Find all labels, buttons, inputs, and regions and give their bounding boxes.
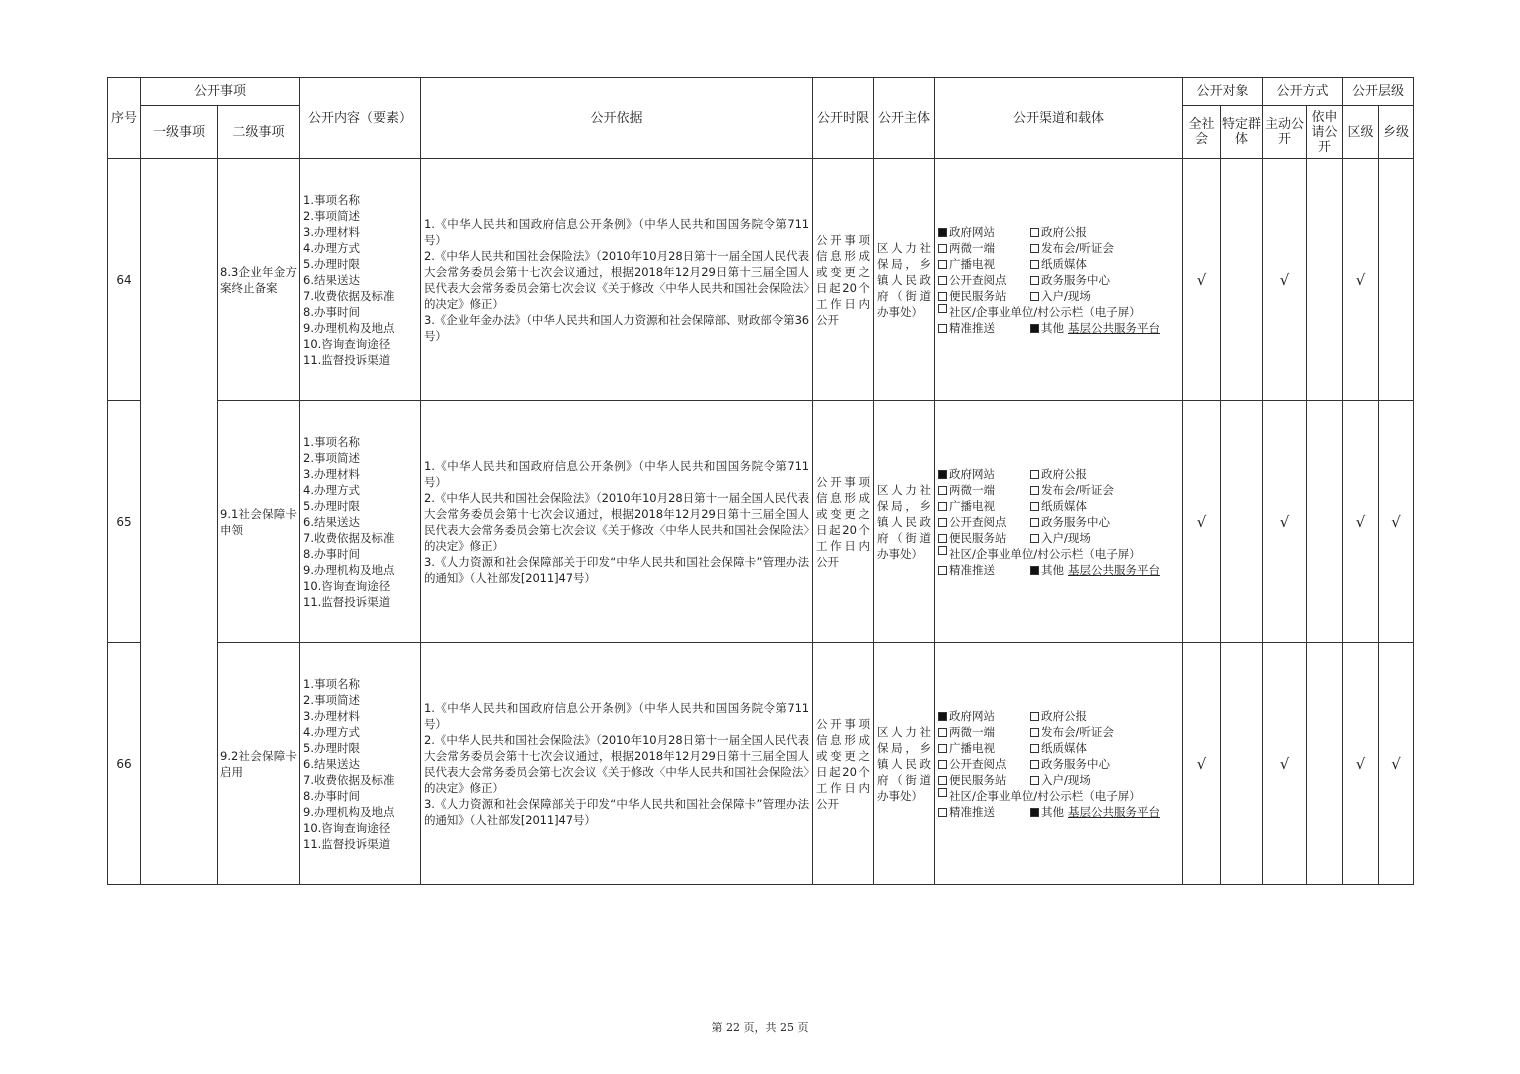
basis-line: 3.《企业年金办法》（中华人民共和国人力资源和社会保障部、财政部令第36号） xyxy=(424,312,810,343)
header-method-apply: 依申请公开 xyxy=(1307,106,1343,159)
method-apply-check xyxy=(1307,401,1343,643)
checked-box-icon xyxy=(1030,808,1039,817)
channel-label: 政务服务中心 xyxy=(1041,756,1111,771)
header-subject: 公开主体 xyxy=(874,78,935,159)
content-line: 4.办理方式 xyxy=(303,482,360,497)
unchecked-box-icon xyxy=(938,292,947,301)
content-line: 4.办理方式 xyxy=(303,724,360,739)
unchecked-box-icon xyxy=(938,728,947,737)
method-active-check: √ xyxy=(1263,401,1307,643)
table-body xyxy=(108,159,1414,885)
checked-box-icon xyxy=(938,470,947,479)
content-line: 9.办理机构及地点 xyxy=(303,320,395,335)
channel-label: 便民服务站 xyxy=(949,288,1007,303)
content-line: 11.监督投诉渠道 xyxy=(303,836,391,851)
other-channel-text: 基层公共服务平台 xyxy=(1068,320,1161,335)
checked-box-icon xyxy=(1030,324,1039,333)
content-line: 3.办理材料 xyxy=(303,708,360,723)
channel-row xyxy=(938,304,1179,320)
basis-line: 1.《中华人民共和国政府信息公开条例》（中华人民共和国国务院令第711号） xyxy=(424,700,810,731)
channel-label: 纸质媒体 xyxy=(1041,256,1088,271)
channel-label: 精准推送 xyxy=(949,804,996,819)
basis-line: 3.《人力资源和社会保障部关于印发“中华人民共和国社会保障卡”管理办法的通知》（人社部发[2011]47号） xyxy=(424,554,810,585)
content-cell xyxy=(300,643,421,885)
basis-cell xyxy=(421,643,813,885)
unchecked-box-icon xyxy=(1030,470,1039,479)
unchecked-box-icon xyxy=(1030,760,1039,769)
other-channel-text: 基层公共服务平台 xyxy=(1068,562,1161,577)
channel-label: 政务服务中心 xyxy=(1041,514,1111,529)
level-district-check: √ xyxy=(1343,643,1379,885)
deadline-cell: 公开事项信息形成或变更之日起20个工作日内公开 xyxy=(813,159,874,401)
target-all-check: √ xyxy=(1183,643,1221,885)
channel-label: 精准推送 xyxy=(949,320,996,335)
unchecked-box-icon xyxy=(938,788,947,797)
channel-label: 入户/现场 xyxy=(1041,288,1091,303)
header-group-target: 公开对象 xyxy=(1183,78,1263,106)
content-line: 5.办理时限 xyxy=(303,256,360,271)
unchecked-box-icon xyxy=(1030,260,1039,269)
unchecked-box-icon xyxy=(938,534,947,543)
item2-cell: 9.1社会保障卡申领 xyxy=(218,401,300,643)
channel-label: 政府网站 xyxy=(949,466,996,481)
channel-label: 广播电视 xyxy=(949,498,996,513)
unchecked-box-icon xyxy=(938,760,947,769)
unchecked-box-icon xyxy=(938,546,947,555)
target-all-check: √ xyxy=(1183,159,1221,401)
level-town-check xyxy=(1379,159,1414,401)
channel-row xyxy=(938,788,1179,804)
channel-label: 其他 xyxy=(1041,562,1065,577)
header-deadline: 公开时限 xyxy=(813,78,874,159)
content-line: 5.办理时限 xyxy=(303,740,360,755)
channel-label: 公开查阅点 xyxy=(949,756,1007,771)
channel-label: 便民服务站 xyxy=(949,772,1007,787)
level-town-check: √ xyxy=(1379,643,1414,885)
content-line: 6.结果送达 xyxy=(303,756,360,771)
unchecked-box-icon xyxy=(1030,228,1039,237)
content-line: 7.收费依据及标准 xyxy=(303,530,395,545)
header-group-method: 公开方式 xyxy=(1263,78,1343,106)
content-line: 6.结果送达 xyxy=(303,272,360,287)
channel-label: 入户/现场 xyxy=(1041,530,1091,545)
channel-label: 纸质媒体 xyxy=(1041,498,1088,513)
basis-line: 2.《中华人民共和国社会保险法》（2010年10月28日第十一届全国人民代表大会常务委员会第十七次会议通过，根据2018年12月29日第十三届全国人民代表大会常务委员会第七次会议《关于修改〈中华人民共和国社会保险法〉的决定》修正） xyxy=(424,248,810,311)
subject-cell: 区人力社保局，乡镇人民政府（街道办事处） xyxy=(874,159,935,401)
checked-box-icon xyxy=(938,712,947,721)
other-channel-text: 基层公共服务平台 xyxy=(1068,804,1161,819)
header-target-specific: 特定群体 xyxy=(1221,106,1263,159)
content-line: 8.办事时间 xyxy=(303,546,360,561)
deadline-cell: 公开事项信息形成或变更之日起20个工作日内公开 xyxy=(813,401,874,643)
header-seq: 序号 xyxy=(108,78,141,159)
item1-cell xyxy=(141,159,218,885)
channel-label: 社区/企事业单位/村公示栏（电子屏） xyxy=(949,546,1141,561)
unchecked-box-icon xyxy=(1030,276,1039,285)
channel-label: 政府网站 xyxy=(949,224,996,239)
content-line: 2.事项简述 xyxy=(303,208,360,223)
method-active-check: √ xyxy=(1263,643,1307,885)
content-line: 10.咨询查询途径 xyxy=(303,336,391,351)
unchecked-box-icon xyxy=(1030,776,1039,785)
target-all-check: √ xyxy=(1183,401,1221,643)
content-line: 10.咨询查询途径 xyxy=(303,820,391,835)
unchecked-box-icon xyxy=(938,808,947,817)
channel-row xyxy=(938,482,1179,498)
channel-label: 入户/现场 xyxy=(1041,772,1091,787)
channel-label: 精准推送 xyxy=(949,562,996,577)
disclosure-table-container xyxy=(107,77,1414,885)
basis-line: 3.《人力资源和社会保障部关于印发“中华人民共和国社会保障卡”管理办法的通知》（人社部发[2011]47号） xyxy=(424,796,810,827)
content-line: 7.收费依据及标准 xyxy=(303,772,395,787)
header-group-level: 公开层级 xyxy=(1343,78,1414,106)
channel-row xyxy=(938,224,1179,240)
unchecked-box-icon xyxy=(938,244,947,253)
unchecked-box-icon xyxy=(938,304,947,313)
subject-cell: 区人力社保局，乡镇人民政府（街道办事处） xyxy=(874,643,935,885)
basis-cell xyxy=(421,401,813,643)
channel-row xyxy=(938,756,1179,772)
channel-row xyxy=(938,804,1179,820)
method-apply-check xyxy=(1307,159,1343,401)
channel-row xyxy=(938,240,1179,256)
channel-label: 广播电视 xyxy=(949,740,996,755)
content-line: 5.办理时限 xyxy=(303,498,360,513)
content-line: 7.收费依据及标准 xyxy=(303,288,395,303)
unchecked-box-icon xyxy=(1030,292,1039,301)
channel-label: 政府公报 xyxy=(1041,708,1088,723)
content-line: 10.咨询查询途径 xyxy=(303,578,391,593)
unchecked-box-icon xyxy=(1030,712,1039,721)
checked-box-icon xyxy=(938,228,947,237)
content-line: 8.办事时间 xyxy=(303,788,360,803)
header-group-items: 公开事项 xyxy=(141,78,300,106)
unchecked-box-icon xyxy=(938,486,947,495)
row-seq: 66 xyxy=(108,643,141,885)
unchecked-box-icon xyxy=(938,276,947,285)
channel-cell xyxy=(935,159,1183,401)
target-specific-check xyxy=(1221,643,1263,885)
level-town-check: √ xyxy=(1379,401,1414,643)
row-seq: 65 xyxy=(108,401,141,643)
header-channel: 公开渠道和载体 xyxy=(935,78,1183,159)
channel-label: 两微一端 xyxy=(949,240,996,255)
basis-line: 1.《中华人民共和国政府信息公开条例》（中华人民共和国国务院令第711号） xyxy=(424,458,810,489)
checked-box-icon xyxy=(1030,566,1039,575)
item2-cell: 9.2社会保障卡启用 xyxy=(218,643,300,885)
method-apply-check xyxy=(1307,643,1343,885)
header-basis: 公开依据 xyxy=(421,78,813,159)
target-specific-check xyxy=(1221,159,1263,401)
basis-line: 2.《中华人民共和国社会保险法》（2010年10月28日第十一届全国人民代表大会常务委员会第十七次会议通过，根据2018年12月29日第十三届全国人民代表大会常务委员会第七次会议《关于修改〈中华人民共和国社会保险法〉的决定》修正） xyxy=(424,732,810,795)
unchecked-box-icon xyxy=(1030,744,1039,753)
content-line: 1.事项名称 xyxy=(303,192,360,207)
unchecked-box-icon xyxy=(1030,244,1039,253)
channel-label: 两微一端 xyxy=(949,482,996,497)
channel-label: 公开查阅点 xyxy=(949,514,1007,529)
item2-cell: 8.3企业年金方案终止备案 xyxy=(218,159,300,401)
unchecked-box-icon xyxy=(938,744,947,753)
channel-label: 发布会/听证会 xyxy=(1041,240,1114,255)
unchecked-box-icon xyxy=(938,324,947,333)
target-specific-check xyxy=(1221,401,1263,643)
channel-cell xyxy=(935,643,1183,885)
row-seq: 64 xyxy=(108,159,141,401)
unchecked-box-icon xyxy=(938,566,947,575)
channel-row xyxy=(938,562,1179,578)
channel-label: 其他 xyxy=(1041,804,1065,819)
header-level-district: 区级 xyxy=(1343,106,1379,159)
channel-row xyxy=(938,288,1179,304)
channel-row xyxy=(938,498,1179,514)
content-cell xyxy=(300,159,421,401)
level-district-check: √ xyxy=(1343,159,1379,401)
content-line: 9.办理机构及地点 xyxy=(303,562,395,577)
channel-label: 纸质媒体 xyxy=(1041,740,1088,755)
content-line: 11.监督投诉渠道 xyxy=(303,594,391,609)
channel-label: 社区/企事业单位/村公示栏（电子屏） xyxy=(949,788,1141,803)
content-line: 3.办理材料 xyxy=(303,466,360,481)
content-line: 4.办理方式 xyxy=(303,240,360,255)
disclosure-table xyxy=(107,77,1414,885)
content-line: 2.事项简述 xyxy=(303,450,360,465)
channel-label: 广播电视 xyxy=(949,256,996,271)
channel-label: 发布会/听证会 xyxy=(1041,724,1114,739)
header-level-town: 乡级 xyxy=(1379,106,1414,159)
channel-row xyxy=(938,466,1179,482)
subject-cell: 区人力社保局，乡镇人民政府（街道办事处） xyxy=(874,401,935,643)
content-line: 9.办理机构及地点 xyxy=(303,804,395,819)
method-active-check: √ xyxy=(1263,159,1307,401)
header-content: 公开内容（要素） xyxy=(300,78,421,159)
content-line: 2.事项简述 xyxy=(303,692,360,707)
channel-row xyxy=(938,546,1179,562)
channel-label: 便民服务站 xyxy=(949,530,1007,545)
channel-row xyxy=(938,772,1179,788)
unchecked-box-icon xyxy=(1030,518,1039,527)
basis-line: 2.《中华人民共和国社会保险法》（2010年10月28日第十一届全国人民代表大会常务委员会第十七次会议通过，根据2018年12月29日第十三届全国人民代表大会常务委员会第七次会议《关于修改〈中华人民共和国社会保险法〉的决定》修正） xyxy=(424,490,810,553)
channel-label: 政府公报 xyxy=(1041,224,1088,239)
channel-row xyxy=(938,724,1179,740)
channel-label: 政务服务中心 xyxy=(1041,272,1111,287)
table-row xyxy=(108,401,1414,643)
page-footer: 第 22 页，共 25 页 xyxy=(711,1021,809,1034)
channel-label: 政府网站 xyxy=(949,708,996,723)
content-cell xyxy=(300,401,421,643)
content-line: 1.事项名称 xyxy=(303,676,360,691)
basis-cell xyxy=(421,159,813,401)
unchecked-box-icon xyxy=(938,518,947,527)
channel-row xyxy=(938,256,1179,272)
channel-row xyxy=(938,530,1179,546)
table-row xyxy=(108,159,1414,401)
unchecked-box-icon xyxy=(1030,486,1039,495)
header-item1: 一级事项 xyxy=(141,106,218,159)
channel-label: 两微一端 xyxy=(949,724,996,739)
unchecked-box-icon xyxy=(938,502,947,511)
channel-label: 发布会/听证会 xyxy=(1041,482,1114,497)
channel-row xyxy=(938,320,1179,336)
unchecked-box-icon xyxy=(938,776,947,785)
header-method-active: 主动公开 xyxy=(1263,106,1307,159)
content-line: 1.事项名称 xyxy=(303,434,360,449)
unchecked-box-icon xyxy=(1030,502,1039,511)
deadline-cell: 公开事项信息形成或变更之日起20个工作日内公开 xyxy=(813,643,874,885)
channel-row xyxy=(938,740,1179,756)
content-line: 11.监督投诉渠道 xyxy=(303,352,391,367)
channel-label: 政府公报 xyxy=(1041,466,1088,481)
channel-row xyxy=(938,514,1179,530)
unchecked-box-icon xyxy=(1030,728,1039,737)
content-line: 3.办理材料 xyxy=(303,224,360,239)
table-row xyxy=(108,643,1414,885)
channel-label: 公开查阅点 xyxy=(949,272,1007,287)
unchecked-box-icon xyxy=(938,260,947,269)
channel-row xyxy=(938,272,1179,288)
content-line: 8.办事时间 xyxy=(303,304,360,319)
unchecked-box-icon xyxy=(1030,534,1039,543)
basis-line: 1.《中华人民共和国政府信息公开条例》（中华人民共和国国务院令第711号） xyxy=(424,216,810,247)
level-district-check: √ xyxy=(1343,401,1379,643)
content-line: 6.结果送达 xyxy=(303,514,360,529)
channel-row xyxy=(938,708,1179,724)
header-target-all: 全社会 xyxy=(1183,106,1221,159)
channel-label: 社区/企事业单位/村公示栏（电子屏） xyxy=(949,304,1141,319)
channel-label: 其他 xyxy=(1041,320,1065,335)
header-item2: 二级事项 xyxy=(218,106,300,159)
channel-cell xyxy=(935,401,1183,643)
